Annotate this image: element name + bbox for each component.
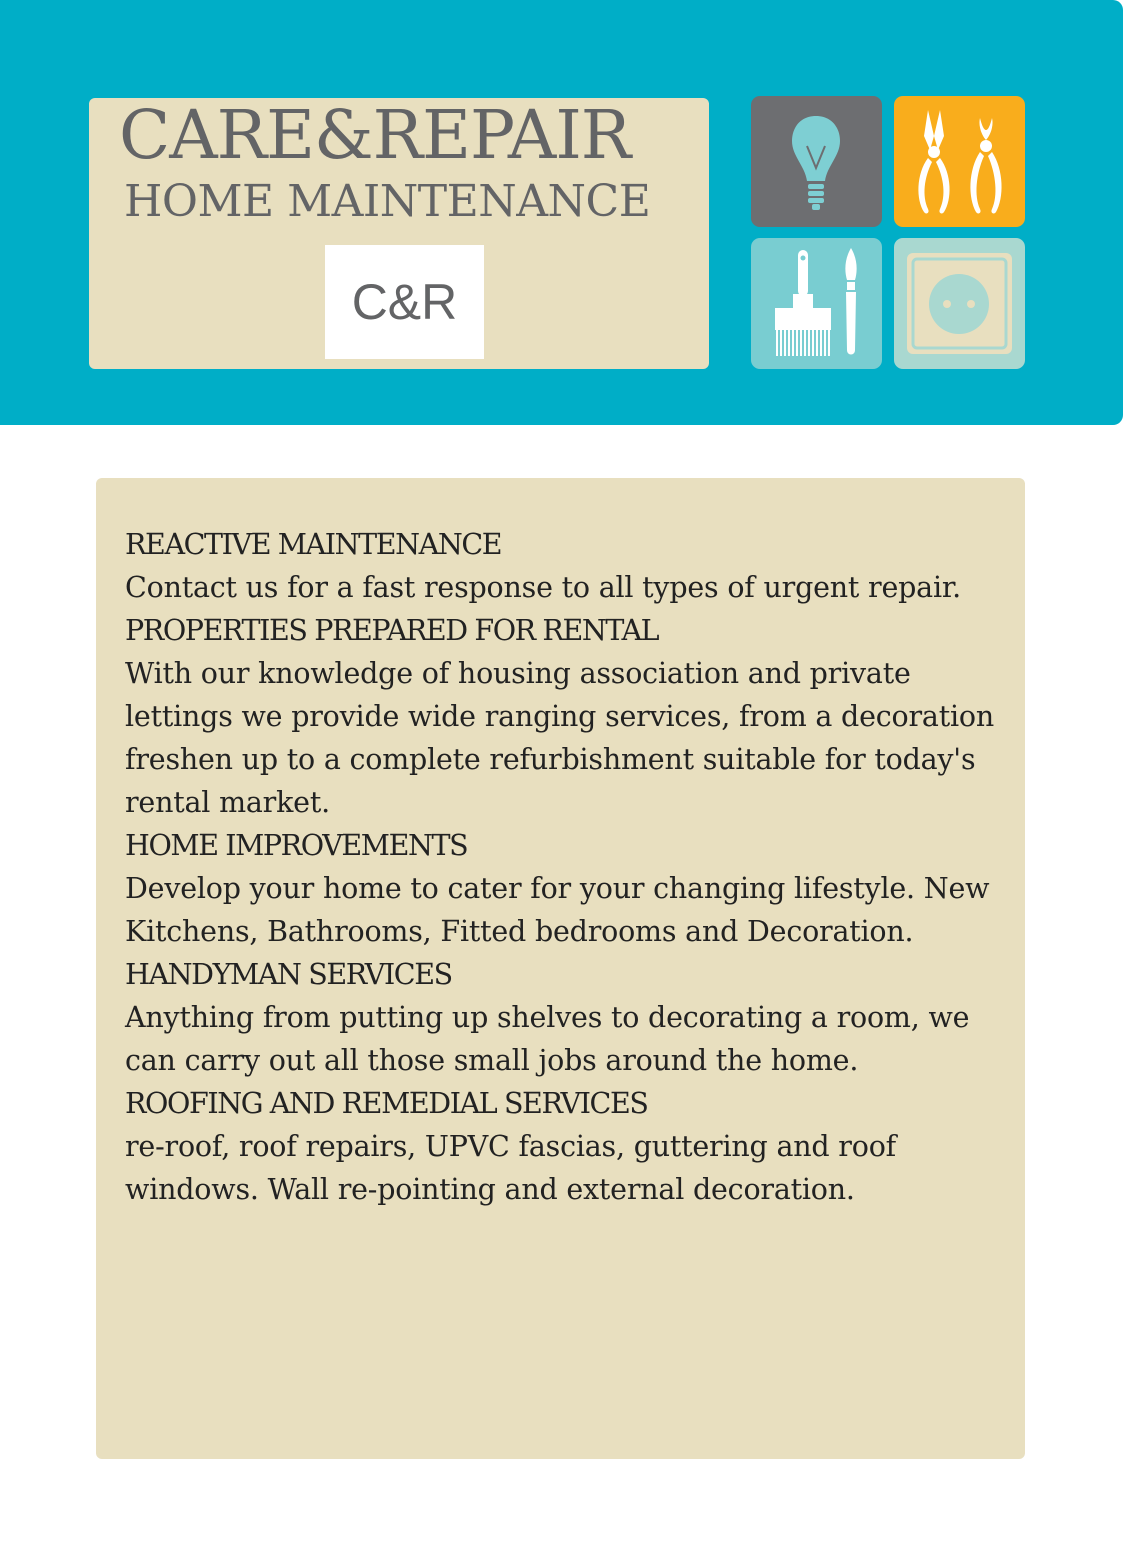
service-item-home-improvements — [125, 824, 1005, 953]
lightbulb-tile — [751, 96, 882, 227]
service-heading: ROOFING AND REMEDIAL SERVICES — [125, 1087, 648, 1120]
service-description: With our knowledge of housing association and private lettings we provide wide ranging services, from a decoration freshen up to a complete refurbishment suitable for today's rental market. — [125, 657, 994, 819]
service-item-roofing-and-remedial-services — [125, 1082, 1005, 1211]
paintbrush-tile — [751, 238, 882, 369]
services-list — [125, 523, 1005, 1211]
power-socket-icon — [894, 238, 1025, 369]
service-item-reactive-maintenance — [125, 523, 1005, 609]
brand-subtitle: HOME MAINTENANCE — [124, 176, 651, 227]
service-description: Contact us for a fast response to all types of urgent repair. — [125, 571, 962, 604]
service-item-properties-prepared-for-rental — [125, 609, 1005, 824]
service-heading: PROPERTIES PREPARED FOR RENTAL — [125, 614, 659, 647]
logo-text: C&R — [351, 274, 458, 330]
logo — [325, 245, 484, 359]
paintbrush-icon — [751, 238, 882, 369]
services-panel — [96, 478, 1025, 1459]
service-description: Develop your home to cater for your changing lifestyle. New Kitchens, Bathrooms, Fitted bedrooms and Decoration. — [125, 872, 990, 948]
service-description: Anything from putting up shelves to decorating a room, we can carry out all those small jobs around the home. — [125, 1001, 970, 1077]
service-heading: REACTIVE MAINTENANCE — [125, 528, 502, 561]
power-socket-tile — [894, 238, 1025, 369]
service-heading: HOME IMPROVEMENTS — [125, 829, 468, 862]
pliers-tile — [894, 96, 1025, 227]
title-box — [89, 98, 709, 369]
service-heading: HANDYMAN SERVICES — [125, 958, 452, 991]
service-item-handyman-services — [125, 953, 1005, 1082]
pliers-icon — [894, 96, 1025, 227]
brand-name: CARE&REPAIR — [119, 96, 631, 174]
service-description: re-roof, roof repairs, UPVC fascias, guttering and roof windows. Wall re-pointing and external decoration. — [125, 1130, 896, 1206]
lightbulb-icon — [751, 96, 882, 227]
